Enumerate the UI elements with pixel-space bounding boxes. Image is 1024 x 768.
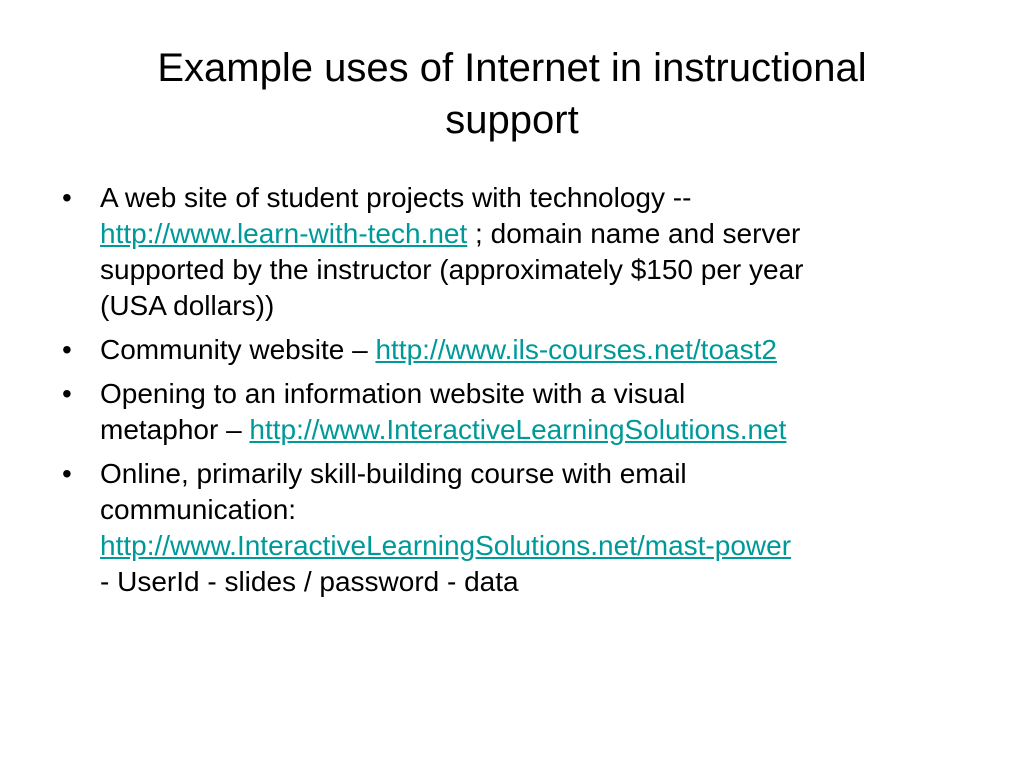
bullet-marker: • — [62, 334, 72, 365]
bullet-text: communication: — [100, 494, 297, 525]
bullet-list — [58, 180, 978, 608]
bullet-text: - UserId - slides / password - data — [100, 566, 519, 597]
bullet-text: supported by the instructor (approximately $150 per year — [100, 254, 804, 285]
bullet-line — [100, 216, 978, 252]
bullet-text: Opening to an information website with a visual — [100, 378, 686, 409]
learn-with-tech-link[interactable]: http://www.learn-with-tech.net — [100, 218, 468, 249]
bullet-text: Online, primarily skill-building course with email — [100, 458, 687, 489]
bullet-text: ; domain name and server — [467, 218, 801, 249]
slide-title — [60, 42, 964, 146]
bullet-marker: • — [62, 182, 72, 213]
bullet-line — [100, 528, 978, 564]
bullet-text: (USA dollars)) — [100, 290, 275, 321]
bullet-item-community-website — [58, 332, 978, 368]
bullet-item-student-projects — [58, 180, 978, 324]
bullet-text: A web site of student projects with technology -- — [100, 182, 692, 213]
bullet-line — [100, 412, 978, 448]
bullet-text: metaphor – — [100, 414, 250, 445]
bullet-marker: • — [62, 378, 72, 409]
interactive-learning-solutions-link[interactable]: http://www.InteractiveLearningSolutions.net — [249, 414, 787, 445]
slide-title-line-2: support — [445, 98, 579, 142]
bullet-item-online-course — [58, 456, 978, 600]
bullet-marker: • — [62, 458, 72, 489]
ils-courses-toast2-link[interactable]: http://www.ils-courses.net/toast2 — [375, 334, 777, 365]
bullet-item-information-website — [58, 376, 978, 448]
bullet-text: Community website – — [100, 334, 376, 365]
bullet-line — [100, 332, 978, 368]
mast-power-link[interactable]: http://www.InteractiveLearningSolutions.net/mast-power — [100, 530, 792, 561]
slide-title-line-1: Example uses of Internet in instructional — [157, 46, 867, 90]
